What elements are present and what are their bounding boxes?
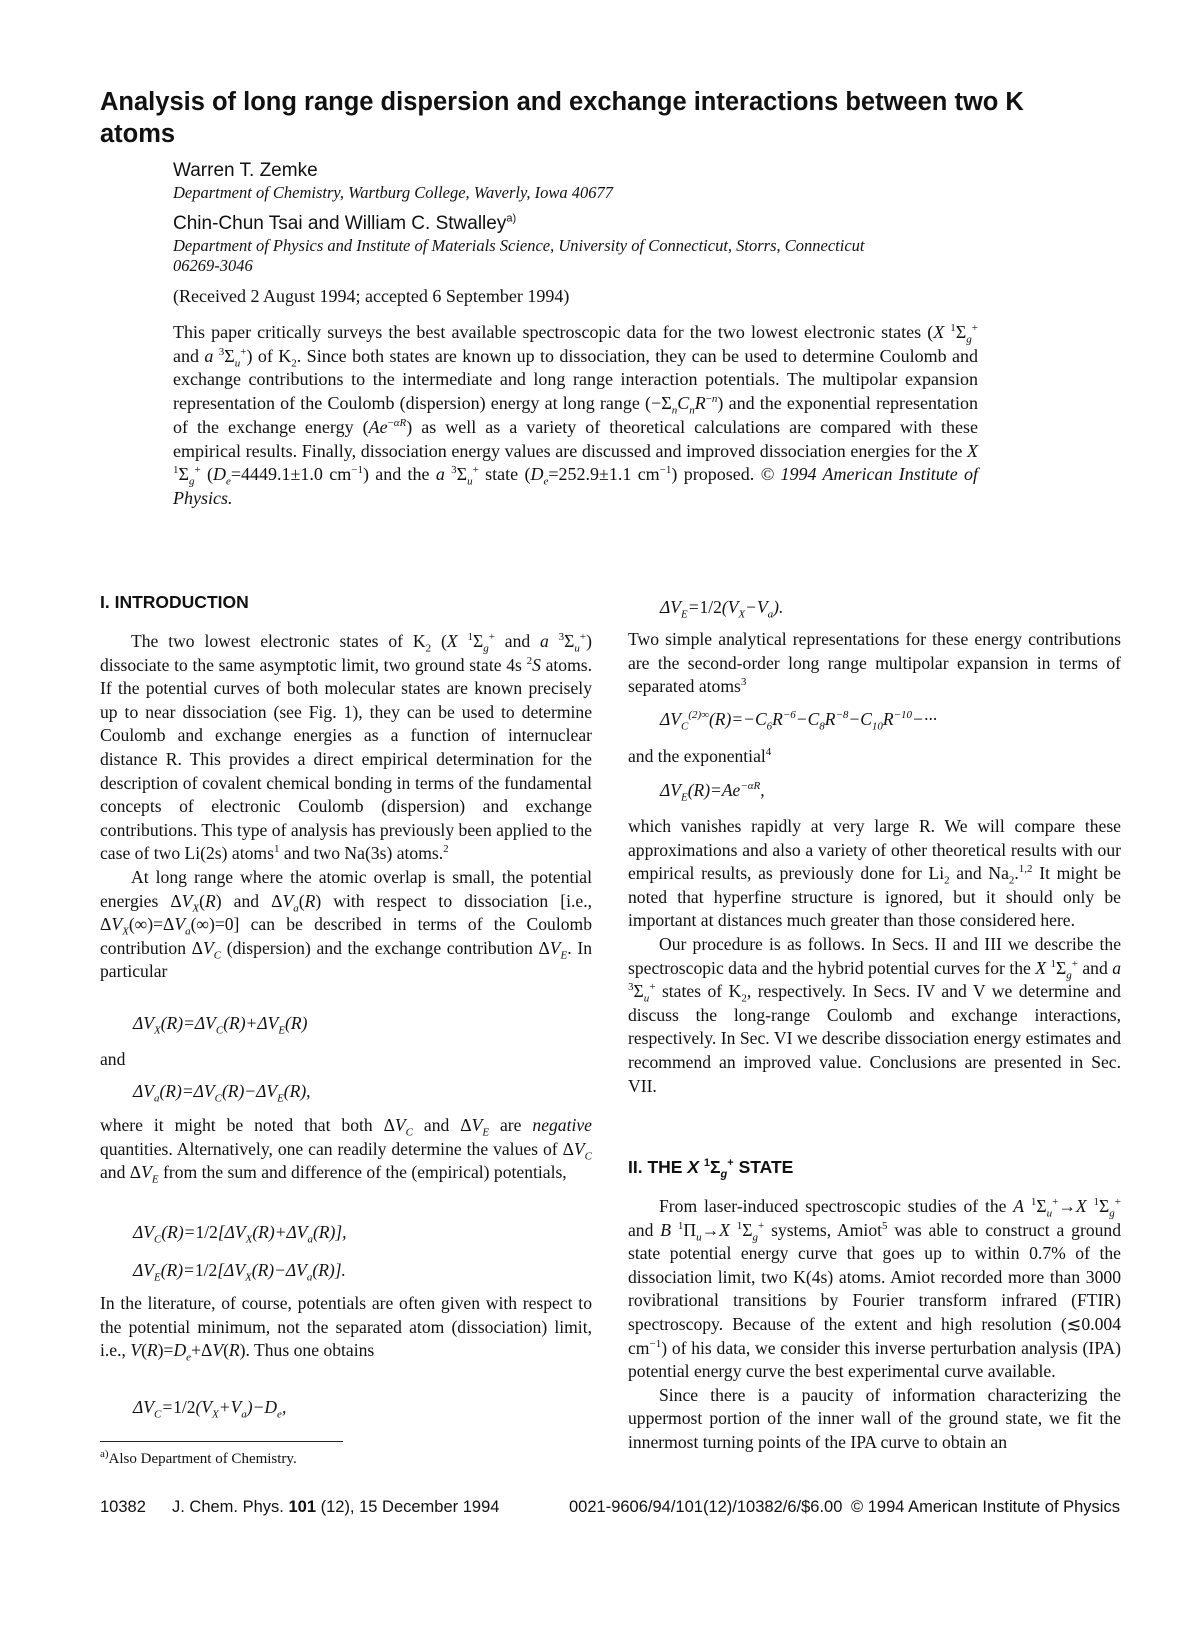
section-heading-introduction: I. INTRODUCTION xyxy=(100,592,249,612)
footnote: $^{a)}$Also Department of Chemistry. xyxy=(100,1448,297,1467)
affiliation-1: Department of Chemistry, Wartburg College, Waverly, Iowa 40677 xyxy=(173,183,613,202)
equation-ve-de: $\Delta V_E=1/2(V_X-V_a)$. xyxy=(660,597,784,621)
author-footnote-mark: a) xyxy=(506,212,517,225)
equation-exponential: $\Delta V_E(R)=Ae^{-\alpha R}$, xyxy=(660,780,765,804)
author-1: Warren T. Zemke xyxy=(173,160,318,181)
intro-paragraph-3: where it might be noted that both $\Delta V_C$ and $\Delta V_E$ are negative quantities. Alternatively, one can readily determine the values of $\Delta V_C$ and $\Delta V_E$ from the sum and difference of the (empirical) potentials, xyxy=(100,1115,593,1186)
footer-journal: J. Chem. Phys. 101 (12), 15 December 1994 xyxy=(172,1498,500,1516)
equation-va: $\Delta V_a(R)=\Delta V_C(R)-\Delta V_E(R)$, xyxy=(133,1081,311,1105)
equation-multipolar: $\Delta V_C^{(2)\infty}(R)=-C_6R^{-6}-C_8R^{-8}-C_{10}R^{-10}-\cdot\cdot\cdot$ xyxy=(660,709,937,733)
received-dates: (Received 2 August 1994; accepted 6 September 1994) xyxy=(173,286,570,306)
footnote-rule xyxy=(100,1441,343,1442)
footer-page-number: 10382 xyxy=(100,1498,146,1516)
affiliation-2: Department of Physics and Institute of Materials Science, University of Connecticut, Storrs, Connecticut 06269-3046 xyxy=(173,236,865,275)
equation-vc-de: $\Delta V_C=1/2(V_X+V_a)-D_e$, xyxy=(133,1397,287,1421)
intro-paragraph-4: In the literature, of course, potentials are often given with respect to the potential minimum, not the separated atom (dissociation) limit, i.e., $V(R)=D_e+\Delta V(R)$. Thus one obtains xyxy=(100,1293,592,1364)
equation-ve-diff: $\Delta V_E(R)=1/2[\Delta V_X(R)-\Delta V_a(R)]$. xyxy=(133,1260,346,1284)
equation-vx: $\Delta V_X(R)=\Delta V_C(R)+\Delta V_E(R)$ xyxy=(133,1013,308,1037)
right-paragraph-1: Two simple analytical representations for these energy contributions are the second-order long range multipolar expansion in terms of separated atoms$^3$ xyxy=(628,629,1121,697)
paper-title: Analysis of long range dispersion and exchange interactions between two K atoms xyxy=(100,88,1024,148)
text-and-exponential: and the exponential$^4$ xyxy=(628,746,772,766)
footer-code: 0021-9606/94/101(12)/10382/6/$6.00 xyxy=(569,1498,843,1516)
section-heading-x-state: II. THE X $^1\Sigma_g^+$ STATE xyxy=(628,1157,794,1181)
text-and: and xyxy=(100,1049,126,1069)
intro-paragraph-1: The two lowest electronic states of $K_2$ (X $^1\Sigma_g^+$ and a $^3\Sigma_u^+$) dissociate to the same asymptotic limit, two ground state 4s $^2$S atoms. If the potential curves of both molecular states are known precisely up to near dissociation (see Fig. 1), they can be used to determine Coulomb and exchange energies as a function of internuclear distance R. This provides a direct empirical determination for the description of covalent chemical bonding in terms of the fundamental concepts of electronic Coulomb (dispersion) and exchange contributions. This type of analysis has previously been applied to the case of two Li(2s) atoms$^1$ and two Na(3s) atoms.$^2$ At long range where the atomic overlap is small, the potential energies $\Delta V_X(R)$ and $\Delta V_a(R)$ with respect to dissociation [i.e., $\Delta V_X(\infty)=\Delta V_a(\infty)=0$] can be described in terms of the Coulomb contribution $\Delta V_C$ (dispersion) and the exchange contribution $\Delta V_E$. In particular xyxy=(100,631,593,982)
abstract: This paper critically surveys the best available spectroscopic data for the two lowest electronic states (X $^1\Sigma_g^+$ and a $^3\Sigma_u^+$) of $K_2$. Since both states are known up to dissociation, they can be used to determine Coulomb and exchange contributions to the intermediate and long range interaction potentials. The multipolar expansion representation of the Coulomb (dispersion) energy at long range $(-\Sigma_nC_nR^{-n})$ and the exponential representation of the exchange energy $(Ae^{-\alpha R})$ as well as a variety of theoretical calculations are compared with these empirical results. Finally, dissociation energy values are discussed and improved dissociation energies for the X $^1\Sigma_g^+$ ($D_e=4449.1\pm 1.0$ $cm^{-1}$) and the a $^3\Sigma_u^+$ state ($D_e=252.9\pm 1.1$ $cm^{-1}$) proposed. © 1994 American Institute of Physics. xyxy=(173,322,979,508)
author-2: Chin-Chun Tsai and William C. Stwalley$^{a)}$ xyxy=(173,212,517,234)
equation-vc-sum: $\Delta V_C(R)=1/2[\Delta V_X(R)+\Delta V_a(R)]$, xyxy=(133,1222,347,1246)
right-paragraph-2: which vanishes rapidly at very large R. We will compare these approximations and also a variety of other theoretical results with our empirical results, as previously done for $Li_2$ and $Na_2.^{1,2}$ It might be noted that hyperfine structure is ignored, but it should only be important at distances much greater than those considered here. Our procedure is as follows. In Secs. II and III we describe the spectroscopic data and the hybrid potential curves for the X $^1\Sigma_g^+$ and a $^3\Sigma_u^+$ states of $K_2$, respectively. In Secs. IV and V we determine and discuss the long-range Coulomb and exchange interactions, respectively. In Sec. VI we describe dissociation energy estimates and recommend an improved value. Conclusions are presented in Sec. VII. xyxy=(628,816,1122,1096)
section2-paragraph: From laser-induced spectroscopic studies of the A $^1\Sigma_u^+\to X$ $^1\Sigma_g^+$ and B $^1\Pi_u\to X$ $^1\Sigma_g^+$ systems, Amiot$^5$ was able to construct a ground state potential energy curve that goes up to within 0.7% of the dissociation limit, two K(4s) atoms. Amiot recorded more than 3000 rovibrational transitions by Fourier transform infrared (FTIR) spectroscopy. Because of the extent and high resolution (≲0.004 $cm^{-1}$) of his data, we consider this inverse perturbation analysis (IPA) potential energy curve the best experimental curve available. Since there is a paucity of information characterizing the uppermost portion of the inner wall of the ground state, we fit the innermost turning points of the IPA curve to obtain an xyxy=(628,1196,1122,1452)
footer-copyright: © 1994 American Institute of Physics xyxy=(851,1498,1120,1516)
